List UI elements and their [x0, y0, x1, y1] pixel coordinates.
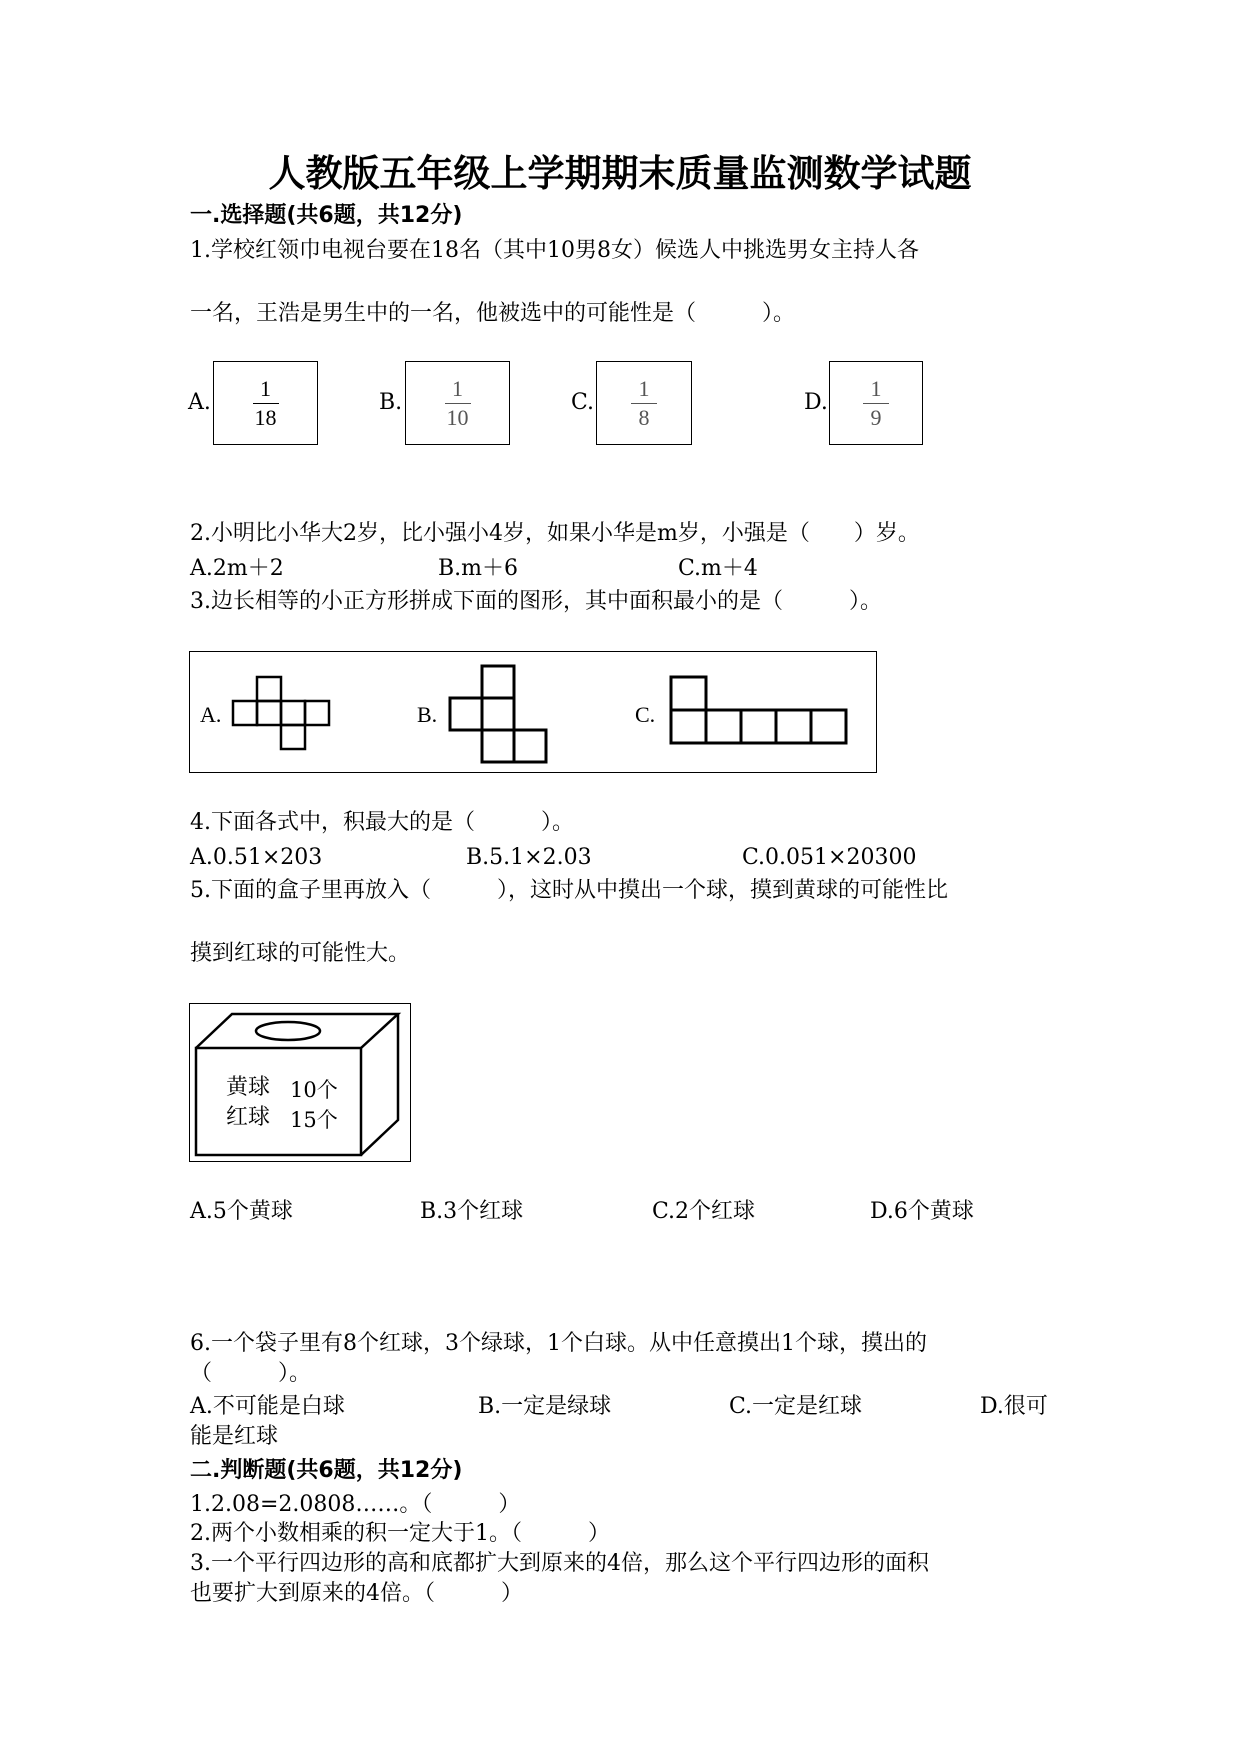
q3-square-figures [190, 652, 876, 772]
fraction [597, 376, 691, 431]
figure-b-square [450, 698, 482, 730]
q1-option-c-box [596, 361, 692, 445]
q5-option-b: B.3个红球 [420, 1199, 524, 1224]
q6-stem-line2: （ ）。 [190, 1361, 312, 1386]
fraction-bar [445, 403, 471, 404]
figure-c-square [776, 710, 811, 743]
judgement-item-2: 2.两个小数相乘的积一定大于1。（ ） [190, 1521, 610, 1546]
q2-stem: 2.小明比小华大2岁，比小强小4岁，如果小华是m岁，小强是（ ）岁。 [190, 521, 920, 546]
q6-option-d: D.很可 [980, 1394, 1048, 1419]
q2-option-c: C.m＋4 [678, 556, 758, 581]
numerator: 1 [452, 376, 463, 401]
fraction-bar [253, 403, 279, 404]
figure-a-square [305, 701, 329, 725]
figure-a-square [257, 701, 281, 725]
page-title: 人教版五年级上学期期末质量监测数学试题 [268, 151, 972, 195]
q4-option-b: B.5.1×2.03 [466, 845, 592, 870]
q1-option-b-label: B. [379, 390, 403, 415]
numerator: 1 [260, 376, 271, 401]
q1-option-d-label: D. [804, 390, 828, 415]
box-side-face [361, 1014, 398, 1155]
fraction [406, 376, 509, 431]
figure-a-square [257, 677, 281, 701]
q5-ball-box-figure [189, 1003, 411, 1162]
figure-a-square [233, 701, 257, 725]
denominator: 9 [870, 405, 882, 430]
q3-figure-c-label: C. [635, 702, 656, 727]
section-heading-judgement: 二.判断题(共6题，共12分) [190, 1458, 463, 1483]
q2-option-b: B.m＋6 [438, 556, 519, 581]
q6-option-b: B.一定是绿球 [478, 1394, 612, 1419]
q1-option-d-box [829, 361, 923, 445]
figure-b-square [482, 698, 514, 730]
q3-figure-b-label: B. [417, 702, 438, 727]
numerator: 1 [638, 376, 650, 401]
red-ball-count: 15个 [290, 1108, 338, 1132]
q3-figure-box [189, 651, 877, 773]
fraction [214, 376, 317, 431]
q4-stem: 4.下面各式中，积最大的是（ ）。 [190, 810, 574, 835]
q6-option-d-wrap: 能是红球 [190, 1424, 279, 1449]
q6-stem-line1: 6.一个袋子里有8个红球，3个绿球，1个白球。从中任意摸出1个球，摸出的 [190, 1331, 927, 1356]
judgement-item-3-line2: 也要扩大到原来的4倍。（ ） [190, 1581, 523, 1606]
q1-option-b-box [405, 361, 510, 445]
red-ball-label: 红球 [226, 1105, 271, 1130]
q4-option-c: C.0.051×20300 [742, 845, 917, 870]
figure-c-square [671, 710, 706, 743]
yellow-ball-count: 10个 [290, 1078, 338, 1102]
q1-stem-line2: 一名，王浩是男生中的一名，他被选中的可能性是（ ）。 [190, 301, 796, 326]
fraction [830, 376, 922, 431]
denominator: 10 [446, 405, 469, 430]
box-opening [256, 1022, 320, 1040]
q1-option-a-label: A. [188, 390, 211, 415]
figure-c-square [671, 677, 706, 710]
q5-stem-line1: 5.下面的盒子里再放入（ ），这时从中摸出一个球，摸到黄球的可能性比 [190, 878, 948, 903]
figure-b-square [514, 730, 546, 762]
judgement-item-1: 1.2.08=2.0808……。（ ） [190, 1492, 521, 1517]
q5-option-a: A.5个黄球 [190, 1199, 293, 1224]
yellow-ball-label: 黄球 [226, 1075, 271, 1100]
figure-b-square [482, 666, 514, 698]
q6-option-c: C.一定是红球 [729, 1394, 863, 1419]
figure-b-square [482, 730, 514, 762]
q3-figure-a-label: A. [200, 702, 222, 727]
section-heading-choice: 一.选择题(共6题，共12分) [190, 203, 463, 228]
q5-option-c: C.2个红球 [652, 1199, 756, 1224]
q1-option-c-label: C. [571, 390, 595, 415]
q4-option-a: A.0.51×203 [190, 845, 323, 870]
denominator: 8 [638, 405, 650, 430]
box-top-face [196, 1014, 398, 1048]
q1-stem-line1: 1.学校红领巾电视台要在18名（其中10男8女）候选人中挑选男女主持人各 [190, 238, 919, 263]
numerator: 1 [870, 376, 882, 401]
q5-stem-line2: 摸到红球的可能性大。 [190, 941, 411, 966]
q6-option-a: A.不可能是白球 [190, 1394, 345, 1419]
judgement-item-3-line1: 3.一个平行四边形的高和底都扩大到原来的4倍，那么这个平行四边形的面积 [190, 1551, 929, 1576]
figure-c-square [706, 710, 741, 743]
q2-option-a: A.2m＋2 [190, 556, 284, 581]
figure-c-square [811, 710, 846, 743]
q5-option-d: D.6个黄球 [870, 1199, 974, 1224]
q3-stem: 3.边长相等的小正方形拼成下面的图形，其中面积最小的是（ ）。 [190, 589, 882, 614]
denominator: 18 [254, 405, 277, 430]
fraction-bar [631, 403, 657, 404]
figure-c-square [741, 710, 776, 743]
figure-a-square [281, 725, 305, 749]
fraction-bar [863, 403, 889, 404]
q1-option-a-box [213, 361, 318, 445]
figure-a-square [281, 701, 305, 725]
